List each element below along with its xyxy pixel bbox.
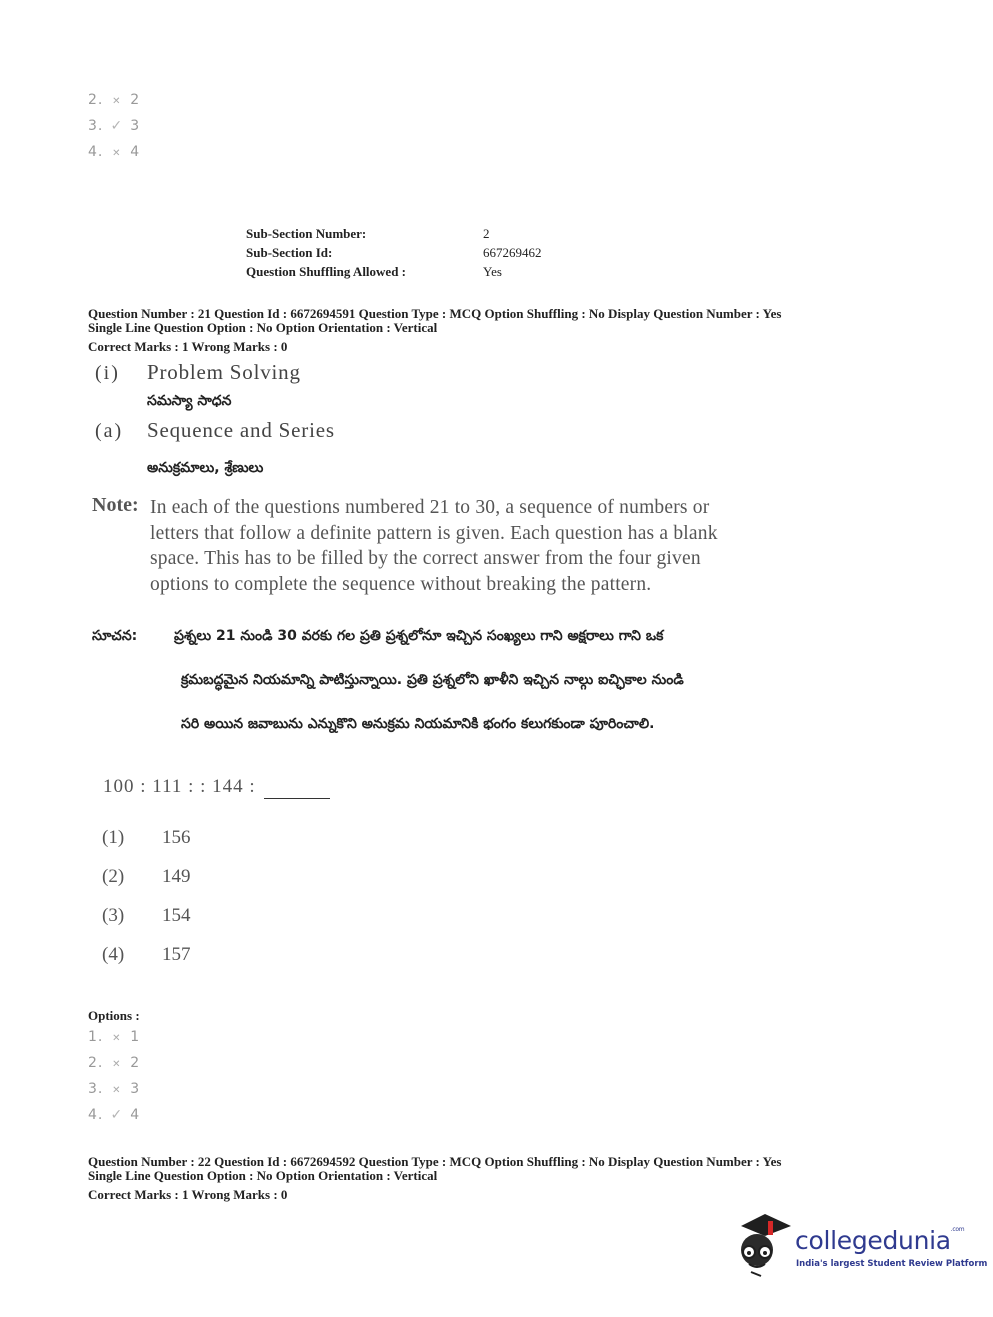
check-icon: ✓	[110, 1107, 124, 1123]
check-icon: ✓	[110, 118, 124, 134]
question-22-header-line1: Question Number : 22 Question Id : 6672694592 Question Type : MCQ Option Shuffling : No Display Question Number : Yes	[88, 1154, 782, 1169]
mascot-icon	[735, 1212, 793, 1278]
option-row	[88, 1029, 140, 1055]
cross-icon: ✕	[112, 1059, 122, 1070]
note-line: options to complete the sequence without breaking the pattern.	[150, 573, 652, 595]
cross-icon: ✕	[112, 1033, 122, 1044]
note-line: letters that follow a definite pattern is given. Each question has a blank	[150, 522, 718, 544]
cross-icon: ✕	[112, 96, 122, 107]
choice-number: (3)	[102, 905, 125, 926]
meta-key: Sub-Section Id:	[246, 245, 333, 260]
option-value: 4	[130, 1107, 141, 1123]
telugu-note-line: క్రమబద్ధమైన నియమాన్ని పాటిస్తున్నాయి. ప్రతి ప్రశ్నలోని ఖాళీని ఇచ్చిన నాల్గు ఐచ్ఛికాల నుండి	[181, 672, 684, 688]
option-value: 3	[130, 118, 141, 134]
choice-value: 154	[162, 905, 191, 926]
heading-1-number: (i)	[95, 362, 120, 384]
question-22-header-line2: Single Line Question Option : No Option Orientation : Vertical	[88, 1168, 438, 1183]
question-21-header-line2: Single Line Question Option : No Option Orientation : Vertical	[88, 320, 438, 335]
prev-question-options	[88, 92, 140, 170]
note-line: In each of the questions numbered 21 to 30, a sequence of numbers or	[150, 497, 710, 518]
note-line: space. This has to be filled by the correct answer from the four given	[150, 548, 701, 569]
meta-value: Yes	[483, 264, 502, 279]
choice-3	[102, 905, 302, 929]
option-value: 2	[130, 1055, 141, 1071]
option-row	[88, 1055, 140, 1081]
heading-2-title: Sequence and Series	[147, 418, 335, 442]
option-number: 2.	[88, 92, 104, 108]
meta-key: Sub-Section Number:	[246, 226, 367, 241]
option-value: 2	[130, 92, 141, 108]
option-number: 4.	[88, 1107, 104, 1123]
logo-superscript: .com	[950, 1226, 965, 1233]
meta-value: 2	[483, 226, 490, 241]
question-21-options	[88, 1029, 140, 1133]
sub-section-table	[246, 226, 646, 286]
logo-wordmark	[795, 1226, 964, 1255]
heading-1-title: Problem Solving	[147, 360, 301, 384]
option-number: 3.	[88, 118, 104, 134]
choice-number: (4)	[102, 944, 125, 965]
answer-blank	[264, 776, 330, 799]
telugu-note-label: సూచన:	[92, 628, 138, 644]
cross-icon: ✕	[112, 1085, 122, 1096]
option-row	[88, 92, 140, 118]
option-row	[88, 1081, 140, 1107]
option-value: 4	[130, 144, 141, 160]
telugu-note-line: ప్రశ్నలు 21 నుండి 30 వరకు గల ప్రతి ప్రశ్నలోనూ ఇచ్చిన సంఖ్యలు గాని అక్షరాలు గాని ఒక	[174, 628, 664, 644]
choice-value: 149	[162, 866, 191, 887]
choice-value: 156	[162, 827, 191, 848]
telugu-note-line: సరి అయిన జవాబును ఎన్నుకొని అనుక్రమ నియమానికి భంగం కలుగకుండా పూరించాలి.	[181, 716, 655, 732]
option-number: 3.	[88, 1081, 104, 1097]
meta-key: Question Shuffling Allowed :	[246, 264, 407, 279]
note-label: Note:	[92, 494, 139, 516]
collegedunia-logo	[735, 1212, 988, 1282]
heading-2-telugu: అనుక్రమాలు, శ్రేణులు	[147, 460, 264, 476]
question-21-header-line3: Correct Marks : 1 Wrong Marks : 0	[88, 339, 288, 354]
heading-2-number: (a)	[95, 420, 124, 442]
option-value: 1	[130, 1029, 141, 1045]
option-number: 4.	[88, 144, 104, 160]
option-row	[88, 1107, 140, 1133]
option-value: 3	[130, 1081, 141, 1097]
option-row	[88, 144, 140, 170]
choice-4	[102, 944, 302, 968]
meta-value: 667269462	[483, 245, 542, 260]
choice-number: (2)	[102, 866, 125, 887]
options-label: Options :	[88, 1008, 140, 1023]
choice-1	[102, 827, 302, 851]
question-21-header-line1: Question Number : 21 Question Id : 6672694591 Question Type : MCQ Option Shuffling : No Display Question Number : Yes	[88, 306, 782, 321]
option-number: 2.	[88, 1055, 104, 1071]
logo-name: collegedunia	[795, 1226, 951, 1255]
option-row	[88, 118, 140, 144]
question-expression: 100 : 111 : : 144 :	[103, 776, 256, 797]
choice-value: 157	[162, 944, 191, 965]
question-text	[103, 776, 330, 799]
note-body	[150, 495, 815, 597]
choice-2	[102, 866, 302, 890]
question-22-header-line3: Correct Marks : 1 Wrong Marks : 0	[88, 1187, 288, 1202]
cross-icon: ✕	[112, 148, 122, 159]
choice-number: (1)	[102, 827, 125, 848]
option-number: 1.	[88, 1029, 104, 1045]
logo-tagline: India's largest Student Review Platform	[796, 1259, 988, 1269]
heading-1-telugu: సమస్యా సాధన	[147, 393, 232, 409]
